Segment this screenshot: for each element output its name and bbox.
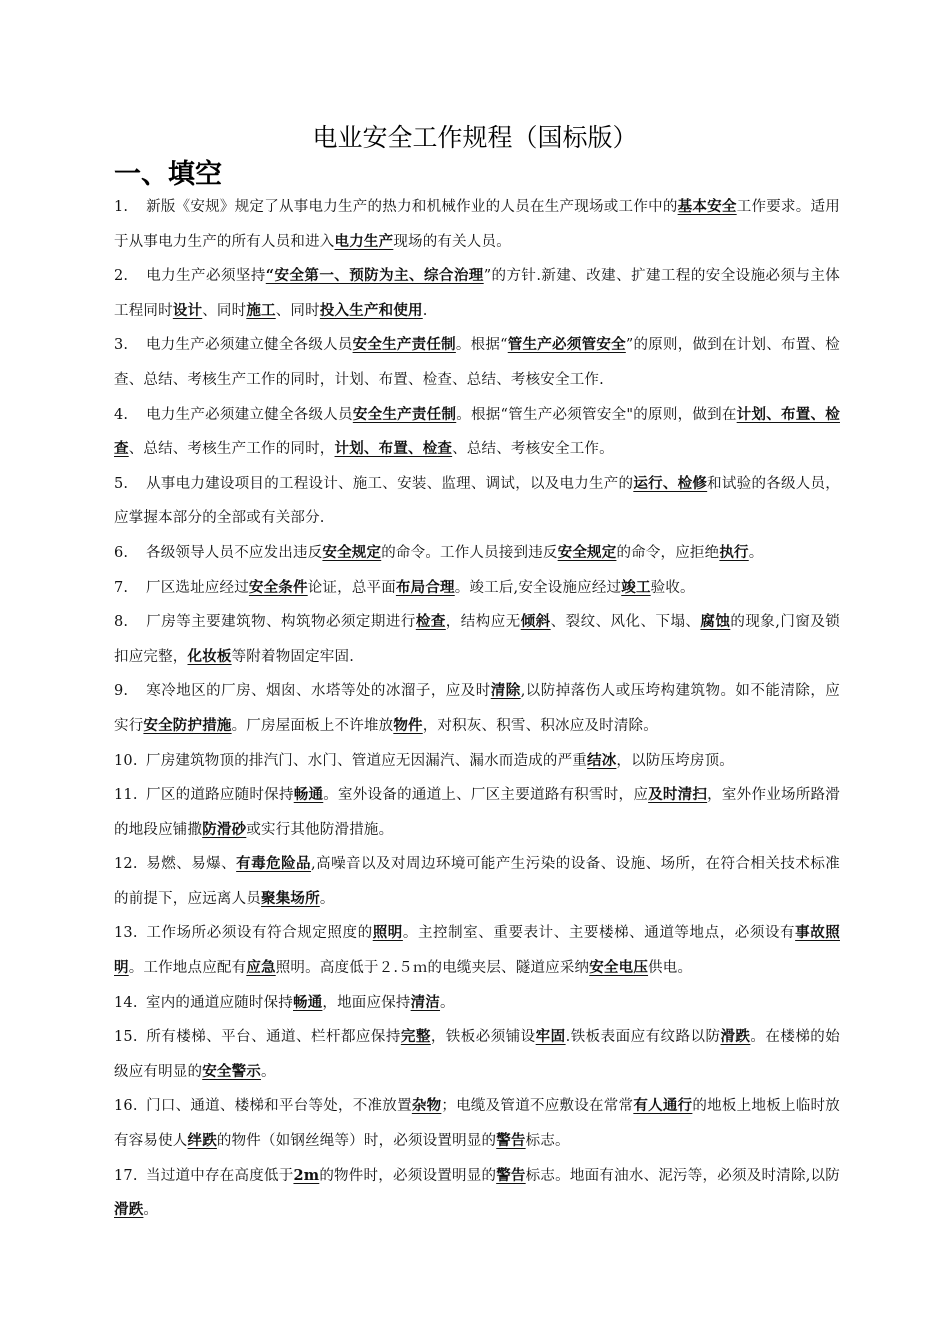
item-text: 工作要求。适用于从事电力生产的所有人员和进入 (114, 199, 840, 250)
answer-blank: “安全第一、预防为主、综合治理 (265, 267, 484, 285)
answer-blank: 完整 (400, 1028, 431, 1046)
answer-blank: 执行 (719, 543, 749, 561)
item-text: ，以防压垮房顶。 (616, 752, 735, 769)
answer-blank: 安全规定 (322, 543, 382, 561)
answer-blank: 投入生产和使用 (319, 301, 423, 319)
answer-blank: 电力生产 (334, 232, 394, 250)
list-item (114, 605, 840, 674)
item-text: ”的原则，做到在计划、布置、检查、总结、考核生产工作的同时，计划、布置、检查、总结、考核安全工作. (114, 337, 840, 388)
item-text: 。 (143, 1202, 159, 1219)
item-text: 易燃、易爆、 (146, 856, 237, 873)
item-text: 厂房等主要建筑物、构筑物必须定期进行 (146, 614, 416, 631)
item-number: 9. (114, 683, 129, 700)
item-number: 1. (114, 199, 129, 215)
answer-blank: 杂物 (411, 1097, 442, 1115)
document-title: 电业安全工作规程（国标版） (312, 123, 638, 152)
item-text: 的命令。工作人员接到违反 (381, 544, 558, 561)
item-text: 从事电力建设项目的工程设计、施工、安装、监理、调试，以及电力生产的 (146, 475, 634, 492)
answer-blank: 警告 (496, 1166, 526, 1184)
answer-blank: 滑跌 (114, 1201, 144, 1219)
item-text: 照明。高度低于２.５ｍ的电缆夹层、隧道应采纳 (275, 960, 590, 977)
answer-blank: 设计 (172, 301, 203, 319)
item-number: 14. (114, 994, 138, 1011)
answer-blank: 安全电压 (589, 959, 649, 977)
list-item (114, 259, 840, 328)
answer-blank: 布局合理 (395, 578, 455, 596)
answer-blank: 安全生产责任制 (352, 336, 456, 354)
item-text: 和试验的各级人员，应掌握本部分的全部或有关部分. (114, 475, 840, 527)
item-text: 标志。地面有油水、泥污等，必须及时清除,以防 (525, 1167, 840, 1184)
item-text: ；电缆及管道不应敷设在常常 (441, 1098, 634, 1115)
item-text: 的命令，应拒绝 (616, 544, 720, 561)
item-text: 、总结、考核安全工作。 (452, 441, 614, 458)
list-item (114, 1159, 840, 1228)
item-number: 5. (114, 475, 129, 492)
item-text: 、总结、考核生产工作的同时， (128, 441, 335, 458)
answer-blank: 管生产必须管安全 (507, 336, 626, 354)
item-text: 论证，总平面 (307, 579, 396, 596)
answer-blank: 照明 (372, 924, 403, 942)
item-number: 8. (114, 614, 129, 631)
answer-blank: 应急 (246, 959, 276, 977)
item-text: 的地板上地板上临时放有容易使人 (114, 1098, 840, 1150)
item-text: ，结构应无 (445, 614, 521, 631)
answer-blank: 绊跌 (187, 1132, 217, 1150)
answer-blank: 牢固 (535, 1028, 566, 1046)
item-text: 。在楼梯的始级应有明显的 (114, 1029, 840, 1080)
item-text: ，铁板必须铺设 (430, 1029, 536, 1046)
answer-blank: 倾斜 (520, 613, 551, 631)
answer-blank: 化妆板 (187, 647, 232, 665)
item-number: 17. (114, 1167, 138, 1184)
item-text: 。室外设备的通道上、厂区主要道路有积雪时，应 (323, 787, 649, 804)
item-text: 。厂房屋面板上不许堆放 (231, 717, 394, 734)
item-text: 。根据“ (455, 337, 508, 354)
answer-blank: 施工 (246, 301, 276, 319)
item-text: 。工作地点应配有 (128, 960, 247, 977)
answer-blank: 畅通 (293, 786, 324, 804)
item-text: 新版《安规》规定了从事电力生产的热力和机械作业的人员在生产现场或工作中的 (146, 199, 678, 215)
list-item (114, 1089, 840, 1158)
item-text: 工作场所必须设有符合规定照度的 (146, 925, 373, 942)
item-text: 厂区选址应经过 (146, 579, 249, 596)
item-text: 。竣工后,安全设施应经过 (454, 579, 622, 596)
item-text: 现场的有关人员。 (393, 233, 511, 250)
item-text: 的物件时，必须设置明显的 (319, 1167, 497, 1184)
answer-blank: 基本安全 (677, 198, 737, 215)
item-text: ,高噪音以及对周边环境可能产生污染的设备、设施、场所，在符合相关技术标准的前提下，应远离人员 (114, 856, 841, 907)
item-number: 6. (114, 544, 129, 561)
list-item (114, 744, 840, 779)
answer-blank: 聚集场所 (261, 889, 320, 907)
item-number: 2. (114, 268, 129, 285)
item-number: 13. (114, 925, 138, 942)
item-text: 等附着物固定牢固. (231, 648, 355, 665)
list-item (114, 467, 840, 536)
fill-in-list (114, 190, 840, 1228)
list-item (114, 847, 840, 916)
answer-blank: 结冰 (587, 751, 617, 769)
answer-blank: 物件 (393, 716, 423, 734)
item-text: 。主控制室、重要表计、主要楼梯、通道等地点，必须设有 (402, 925, 796, 942)
list-item (114, 674, 840, 743)
list-item (114, 328, 840, 397)
answer-blank: 清除 (490, 682, 521, 700)
answer-blank: 竣工 (621, 578, 651, 596)
item-text: 所有楼梯、平台、通道、栏杆都应保持 (146, 1029, 401, 1046)
item-text: ”的方针.新建、改建、扩建工程的安全设施必须与主体工程同时 (114, 268, 840, 319)
item-text: 、裂纹、风化、下塌、 (550, 614, 701, 631)
item-number: 11. (114, 787, 138, 804)
list-item (114, 1020, 840, 1089)
item-number: 16. (114, 1098, 138, 1115)
answer-blank: 滑跌 (720, 1028, 751, 1046)
item-text: 的物件（如钢丝绳等）时，必须设置明显的 (216, 1133, 497, 1150)
answer-blank: 畅通 (293, 993, 323, 1011)
answer-blank: 有毒危险品 (236, 855, 312, 873)
answer-blank: 防滑砂 (202, 820, 247, 838)
answer-blank: 计划、布置、检查 (114, 405, 840, 458)
answer-blank: 清洁 (410, 993, 441, 1011)
item-text: 。 (748, 544, 764, 561)
item-text: ,以防掉落伤人或压垮构建筑物。如不能清除，应实行 (114, 683, 840, 734)
list-item (114, 536, 840, 571)
item-text: 、同时 (202, 302, 247, 319)
item-text: 电力生产必须建立健全各级人员 (146, 337, 353, 354)
list-item (114, 778, 840, 847)
item-text: 、同时 (275, 302, 320, 319)
list-item (114, 986, 840, 1021)
item-text: ，室外作业场所路滑的地段应铺撒 (114, 787, 840, 838)
answer-blank: 有人通行 (633, 1097, 693, 1115)
item-text: . (422, 302, 428, 319)
item-text: 当过道中存在高度低于 (146, 1167, 294, 1184)
item-text: 。 (440, 994, 455, 1011)
item-text: ，地面应保持 (322, 994, 411, 1011)
item-number: 12. (114, 856, 138, 873)
item-text: 。 (319, 890, 335, 907)
item-text: 供电。 (648, 960, 693, 977)
answer-blank: 安全防护措施 (143, 716, 232, 734)
list-item (114, 398, 840, 467)
item-text: 门口、通道、楼梯和平台等处，不准放置 (146, 1098, 412, 1115)
answer-blank: 警告 (496, 1132, 526, 1150)
item-text: 厂房建筑物顶的排汽门、水门、管道应无因漏汽、漏水而造成的严重 (146, 752, 587, 769)
list-item (114, 571, 840, 606)
item-text: 室内的通道应随时保持 (146, 994, 293, 1011)
item-text: 或实行其他防滑措施。 (246, 821, 394, 838)
item-number: 7. (114, 579, 129, 596)
answer-blank: 及时清扫 (648, 786, 708, 804)
item-text: 厂区的道路应随时保持 (146, 787, 294, 804)
item-text: 电力生产必须坚持 (146, 268, 266, 285)
answer-blank: 安全规定 (557, 543, 617, 561)
answer-blank: 安全生产责任制 (352, 405, 457, 423)
item-number: 10. (114, 752, 138, 769)
section-heading: 一、填空 (114, 159, 222, 190)
item-text: 。 (261, 1063, 276, 1080)
answer-blank: 安全警示 (202, 1062, 262, 1080)
item-number: 3. (114, 337, 129, 354)
list-item (114, 916, 840, 985)
answer-blank: 事故照明 (114, 924, 840, 977)
item-text: 电力生产必须建立健全各级人员 (146, 406, 353, 423)
answer-blank: 计划、布置、检查 (334, 440, 453, 458)
item-text: ，对积灰、积雪、积冰应及时清除。 (422, 717, 658, 734)
answer-blank: 2m (293, 1166, 320, 1184)
item-text: 验收。 (650, 579, 695, 596)
item-text: 。根据“管生产必须管安全"的原则，做到在 (456, 406, 737, 423)
item-text: 寒冷地区的厂房、烟囱、水塔等处的冰溜子，应及时 (146, 683, 491, 700)
answer-blank: 检查 (415, 613, 446, 631)
item-number: 4. (114, 406, 129, 423)
item-text: .铁板表面应有纹路以防 (565, 1029, 721, 1046)
item-text: 的现象,门窗及锁扣应完整， (114, 614, 840, 665)
item-text: 各级领导人员不应发出违反 (146, 544, 323, 561)
answer-blank: 运行、检修 (633, 474, 708, 492)
list-item (114, 190, 840, 259)
answer-blank: 安全条件 (248, 578, 308, 596)
item-text: 标志。 (525, 1133, 570, 1150)
item-number: 15. (114, 1029, 138, 1046)
answer-blank: 腐蚀 (700, 613, 731, 631)
